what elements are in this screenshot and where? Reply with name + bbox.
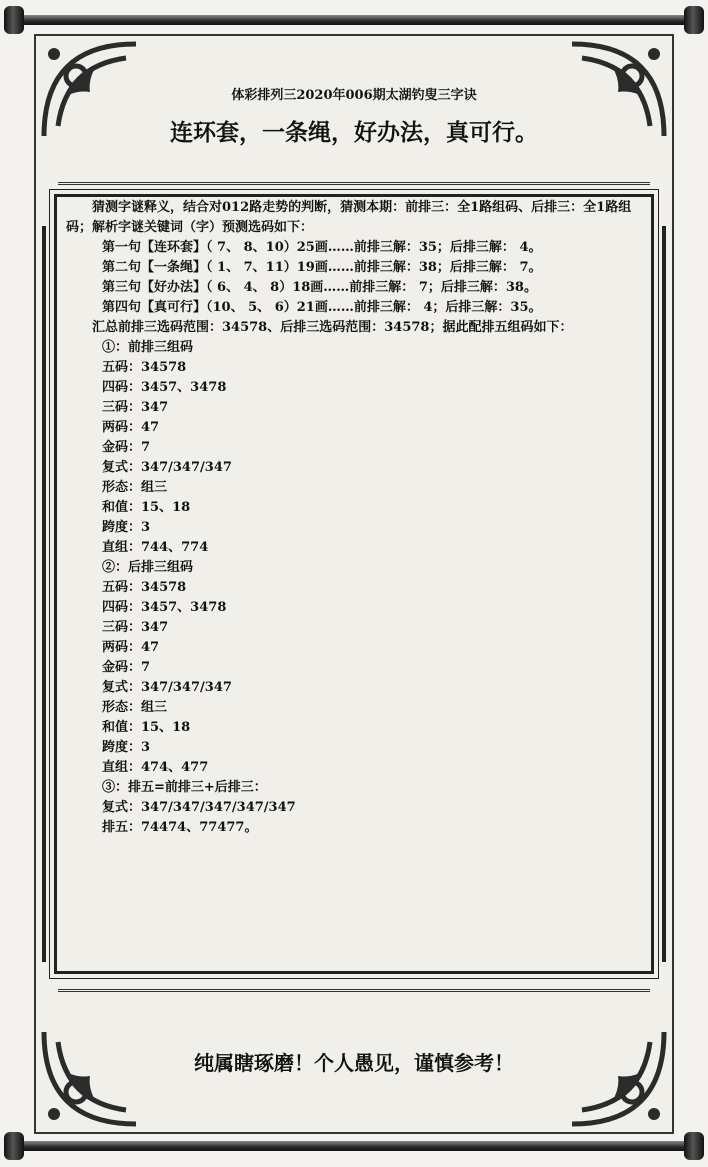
scroll-rod-top (0, 6, 708, 34)
list-item: 五码：34578 (102, 580, 187, 595)
list-item: 四码：3457、3478 (102, 380, 227, 395)
list-item: 跨度：3 (102, 520, 151, 535)
list-item: 跨度：3 (102, 740, 151, 755)
divider (58, 989, 650, 992)
panel-side-bar (662, 226, 666, 962)
list-item: 三码：347 (102, 620, 169, 635)
clue-line: 第一句【连环套】（ 7、 8、10）25画……前排三解：35；后排三解： 4。 (102, 240, 542, 255)
list-item: 复式：347/347/347 (102, 460, 232, 475)
list-item: 和值：15、18 (102, 500, 191, 515)
corner-ornament-icon (562, 1022, 672, 1132)
list-item: ②：后排三组码 (102, 560, 194, 575)
list-item: ①：前排三组码 (102, 340, 194, 355)
list-item: 形态：组三 (102, 480, 168, 495)
list-item: 两码：47 (102, 420, 160, 435)
scroll-sheet (34, 34, 674, 1134)
list-item: 复式：347/347/347/347/347 (102, 800, 296, 815)
header-subtitle: 体彩排列三2020年006期太湖钓叟三字诀 (231, 88, 477, 103)
list-item: 金码：7 (102, 660, 151, 675)
summary-paragraph: 汇总前排三选码范围：34578、后排三选码范围：34578；据此配排五组码如下： (92, 320, 573, 335)
footer-disclaimer: 纯属瞎琢磨！个人愚见，谨慎参考！ (194, 1051, 514, 1075)
rod-knob-left (4, 6, 24, 34)
list-item: 三码：347 (102, 400, 169, 415)
list-item: 复式：347/347/347 (102, 680, 232, 695)
list-item: 两码：47 (102, 640, 160, 655)
scroll-rod-bottom (0, 1132, 708, 1160)
list-item: 形态：组三 (102, 700, 168, 715)
list-item: 直组：744、774 (102, 540, 209, 555)
list-item: 排五：74474、77477。 (102, 820, 258, 835)
intro-paragraph: 猜测字谜释义，结合对012路走势的判断，猜测本期：前排三：全1路组码、后排三：全1路组码；解析字谜关键词（字）预测选码如下： (66, 200, 632, 235)
list-item: 四码：3457、3478 (102, 600, 227, 615)
list-item: ③：排五=前排三+后排三： (102, 780, 267, 795)
rod-knob-right (684, 1132, 704, 1160)
list-item: 直组：474、477 (102, 760, 209, 775)
list-item: 和值：15、18 (102, 720, 191, 735)
list-item: 五码：34578 (102, 360, 187, 375)
rod-bar (16, 1141, 692, 1151)
header-title: 连环套，一条绳，好办法，真可行。 (170, 120, 538, 146)
clue-line: 第二句【一条绳】（ 1、 7、11）19画……前排三解：38；后排三解： 7。 (102, 260, 542, 275)
prediction-text (66, 198, 652, 838)
rod-bar (16, 15, 692, 25)
list-item: 金码：7 (102, 440, 151, 455)
clue-line: 第三句【好办法】（ 6、 4、 8）18画……前排三解： 7；后排三解：38。 (102, 280, 537, 295)
clue-line: 第四句【真可行】（10、 5、 6）21画……前排三解： 4；后排三解：35。 (102, 300, 542, 315)
rod-knob-left (4, 1132, 24, 1160)
corner-ornament-icon (36, 1022, 146, 1132)
divider (58, 182, 650, 185)
panel-side-bar (42, 226, 46, 962)
rod-knob-right (684, 6, 704, 34)
